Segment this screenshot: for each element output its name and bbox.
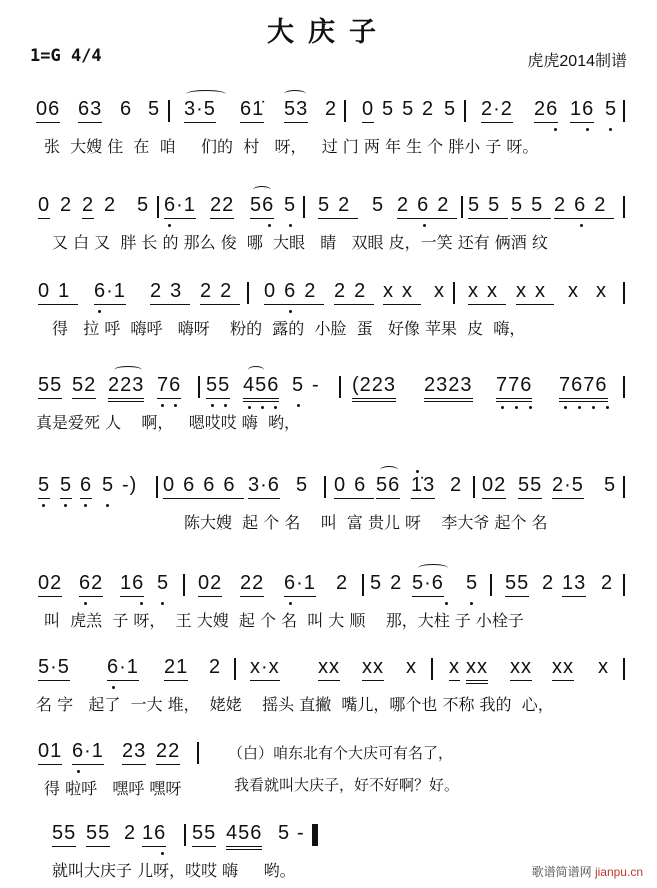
note-group: 21: [164, 656, 188, 681]
note-group: 22: [240, 572, 264, 597]
note-group: 2·5: [552, 474, 584, 499]
note-group: 456: [243, 374, 279, 402]
slur: [114, 366, 142, 374]
low-octave-dot: [515, 406, 518, 409]
low-octave-dot: [106, 504, 109, 507]
low-octave-dot: [98, 310, 101, 313]
low-octave-dot: [248, 406, 251, 409]
note-group: 3·6: [248, 474, 280, 499]
slur: [248, 366, 264, 374]
note-group: 62: [79, 572, 103, 597]
note-group: 01: [38, 740, 62, 765]
low-octave-dot: [161, 404, 164, 407]
note: x: [598, 656, 609, 678]
note-group: 16: [570, 98, 594, 123]
lyrics-line: 名 字 起了 一大 堆， 姥姥 摇头 直撇 嘴儿，哪个也 不称 我的 心，: [36, 695, 554, 714]
lyrics-line: 就叫大庆子 儿呀，哎哎 嗨 哟。: [52, 861, 296, 880]
note: x: [449, 656, 460, 681]
bar-line: [431, 658, 433, 680]
bar-line: [461, 196, 463, 218]
lyrics-line: 陈大嫂 起 个 名 叫 富 贵儿 呀 李大爷 起个 名: [184, 513, 548, 532]
bar-line: [623, 376, 625, 398]
bar-line: [156, 476, 158, 498]
note-group: 2323: [424, 374, 473, 402]
low-octave-dot: [289, 310, 292, 313]
spoken-dialogue-line-1: （白）咱东北有个大庆可有名了，: [228, 744, 454, 762]
note: 5: [148, 98, 161, 120]
note-group: 776: [496, 374, 532, 402]
low-octave-dot: [529, 406, 532, 409]
note: 55: [382, 98, 423, 120]
low-octave-dot: [289, 224, 292, 227]
note-group: 06: [334, 474, 374, 499]
note: 0: [38, 194, 50, 219]
site-watermark: [532, 863, 643, 880]
bar-line: [184, 824, 186, 846]
note-group: 6·1: [107, 656, 139, 681]
bar-line: [623, 100, 625, 122]
note: 5: [605, 98, 618, 120]
note-group: 52: [72, 374, 96, 399]
sustain-dash: -): [122, 474, 138, 496]
final-bar-line: [312, 824, 318, 846]
slur: [380, 466, 398, 474]
note-group: 06: [36, 98, 60, 123]
watermark-cn: 歌谱简谱网: [531, 865, 592, 879]
lyrics-line: 又 白 又 胖 长 的 那么 俊 哪 大眼 睛 双眼 皮，一笑 还有 俩酒 纹: [52, 233, 548, 252]
bar-line: [344, 100, 346, 122]
note-group: xx: [383, 280, 421, 305]
high-octave-dot: [416, 470, 419, 473]
arranger-credit: 虎虎2014制谱: [527, 53, 627, 70]
note-group: 262: [554, 194, 614, 219]
slur: [186, 90, 226, 98]
sustain-dash: -: [297, 822, 305, 844]
note-group: 55: [52, 822, 76, 847]
note: 2: [336, 572, 349, 594]
note-group: 3·5: [184, 98, 216, 123]
note: 2: [104, 194, 117, 216]
bar-line: [464, 100, 466, 122]
note-group: 2·2: [481, 98, 513, 123]
note: x: [596, 280, 607, 302]
bar-line: [197, 742, 199, 764]
slur: [284, 90, 306, 98]
low-octave-dot: [168, 224, 171, 227]
note-group: 02: [482, 474, 506, 499]
note-group: 0666: [163, 474, 244, 499]
note-group: 53: [284, 98, 308, 123]
note: 5: [284, 194, 297, 216]
low-octave-dot: [77, 770, 80, 773]
note-group: 55: [468, 194, 508, 219]
note: x: [434, 280, 445, 302]
note: 5: [278, 822, 291, 844]
note-group: 55: [518, 474, 542, 499]
bar-line: [623, 476, 625, 498]
note-group: xx: [552, 656, 574, 681]
note-group: 55: [86, 822, 110, 847]
watermark-en: jianpu.cn: [594, 865, 643, 879]
bar-line: [168, 100, 170, 122]
note-group: 6·1: [164, 194, 196, 219]
note-group: 55: [206, 374, 230, 399]
note-group: 16: [142, 822, 166, 847]
note-group: 55: [505, 572, 529, 597]
note-group: 55: [192, 822, 216, 847]
note-group: 22: [200, 280, 240, 305]
low-octave-dot: [501, 406, 504, 409]
note: 5: [292, 374, 305, 396]
note: 5: [296, 474, 309, 496]
note: 2: [601, 572, 614, 594]
note: 5: [466, 572, 479, 594]
note-group: 52: [370, 572, 411, 594]
bar-line: [453, 282, 455, 304]
note-group: 1̇3: [411, 474, 435, 499]
bar-line: [303, 196, 305, 218]
low-octave-dot: [174, 404, 177, 407]
note-group: 02: [198, 572, 222, 597]
note-group: 56: [250, 194, 274, 219]
note: 2: [209, 656, 222, 678]
low-octave-dot: [224, 404, 227, 407]
low-octave-dot: [161, 852, 164, 855]
low-octave-dot: [161, 602, 164, 605]
bar-line: [157, 196, 159, 218]
low-octave-dot: [606, 406, 609, 409]
lyrics-line: 张 大嫂 住 在 咱 们的 村 呀， 过 门 两 年 生 个 胖小 子 呀。: [44, 137, 539, 156]
note: 5: [137, 194, 150, 216]
low-octave-dot: [274, 406, 277, 409]
note: 2: [60, 194, 73, 216]
note: 0: [362, 98, 374, 123]
note: 5: [444, 98, 457, 120]
low-octave-dot: [261, 406, 264, 409]
note-group: xx: [516, 280, 554, 305]
bar-line: [473, 476, 475, 498]
note-group: xx: [318, 656, 340, 681]
note-group: 5·6: [412, 572, 444, 597]
note-group: 5·5: [38, 656, 70, 681]
note: 2: [82, 194, 94, 219]
note-group: 02: [38, 572, 62, 597]
bar-line: [247, 282, 249, 304]
note: x: [406, 656, 417, 678]
note-group: 6·1: [94, 280, 126, 305]
note-group: 55: [511, 194, 551, 219]
note-group: 23: [150, 280, 190, 305]
lyrics-line: 叫 虎羔 子 呀， 王 大嫂 起 个 名 叫 大 顺 那，大柱 子 小栓子: [44, 611, 524, 630]
note: 5: [60, 474, 72, 499]
low-octave-dot: [140, 602, 143, 605]
note-group: 63: [78, 98, 102, 123]
note: 2: [422, 98, 435, 120]
slur: [418, 564, 448, 572]
low-octave-dot: [592, 406, 595, 409]
note: 6: [80, 474, 92, 499]
note-group: 01: [38, 280, 78, 305]
low-octave-dot: [268, 224, 271, 227]
low-octave-dot: [586, 128, 589, 131]
lyrics-line: 真是爱死 人 啊， 嗯哎哎 嗨 哟，: [36, 413, 300, 432]
low-octave-dot: [84, 602, 87, 605]
note-group: 223: [108, 374, 144, 402]
note-group: 262: [397, 194, 457, 219]
low-octave-dot: [609, 128, 612, 131]
note-group: xx: [510, 656, 532, 681]
low-octave-dot: [211, 404, 214, 407]
note-group: 16: [120, 572, 144, 597]
note-group: 062: [264, 280, 324, 305]
note-group: 61̇: [240, 98, 264, 123]
note-group: 22: [210, 194, 234, 219]
lyrics-line: 得 啦呼 嘿呼 嘿呀: [44, 779, 182, 798]
low-octave-dot: [112, 686, 115, 689]
note: 5: [372, 194, 385, 216]
note: 2: [542, 572, 555, 594]
bar-line: [623, 282, 625, 304]
song-title: 大庆子: [267, 17, 390, 48]
note: x: [568, 280, 579, 302]
bar-line: [490, 574, 492, 596]
note: 5: [604, 474, 617, 496]
note: 5: [38, 474, 50, 499]
note-group: 22: [334, 280, 374, 305]
note-group: 52: [318, 194, 358, 219]
bar-line: [183, 574, 185, 596]
note-group: 76: [157, 374, 181, 399]
spoken-dialogue-line-2: 我看就叫大庆子，好不好啊？好。: [234, 776, 460, 794]
note-group: 6·1: [72, 740, 104, 765]
note-group: 23: [122, 740, 146, 765]
low-octave-dot: [42, 504, 45, 507]
note: 2: [325, 98, 338, 120]
low-octave-dot: [578, 406, 581, 409]
note-group: 26: [534, 98, 558, 123]
note: 2: [124, 822, 137, 844]
low-octave-dot: [470, 602, 473, 605]
note-group: 56: [376, 474, 400, 499]
lyrics-line: 得 拉 呼 嗨呼 嗨呀 粉的 露的 小脸 蛋 好像 苹果 皮 嗨，: [52, 319, 526, 338]
note-group: xx: [466, 656, 488, 684]
bar-line: [623, 196, 625, 218]
note: 6: [120, 98, 133, 120]
bar-line: [234, 658, 236, 680]
note-group: 22: [156, 740, 180, 765]
low-octave-dot: [297, 404, 300, 407]
bar-line: [198, 376, 200, 398]
note-group: 13: [562, 572, 586, 597]
key-signature: 1=G 4/4: [30, 46, 102, 66]
note-group: 7676: [559, 374, 608, 402]
low-octave-dot: [564, 406, 567, 409]
low-octave-dot: [64, 504, 67, 507]
sustain-dash: -: [312, 374, 320, 396]
bar-line: [324, 476, 326, 498]
note-group: 55: [38, 374, 62, 399]
low-octave-dot: [580, 224, 583, 227]
note: 2: [450, 474, 463, 496]
low-octave-dot: [554, 128, 557, 131]
note-group: xx: [362, 656, 384, 681]
note-group: 6·1: [284, 572, 316, 597]
bar-line: [623, 658, 625, 680]
note: 5: [102, 474, 115, 496]
low-octave-dot: [84, 504, 87, 507]
low-octave-dot: [289, 602, 292, 605]
note: 5: [157, 572, 170, 594]
note-group: (223: [352, 374, 396, 402]
slur: [253, 186, 271, 194]
bar-line: [362, 574, 364, 596]
note-group: xx: [468, 280, 506, 305]
note-group: x·x: [250, 656, 280, 681]
note-group: 456: [226, 822, 262, 850]
low-octave-dot: [445, 602, 448, 605]
low-octave-dot: [423, 224, 426, 227]
bar-line: [623, 574, 625, 596]
bar-line: [339, 376, 341, 398]
